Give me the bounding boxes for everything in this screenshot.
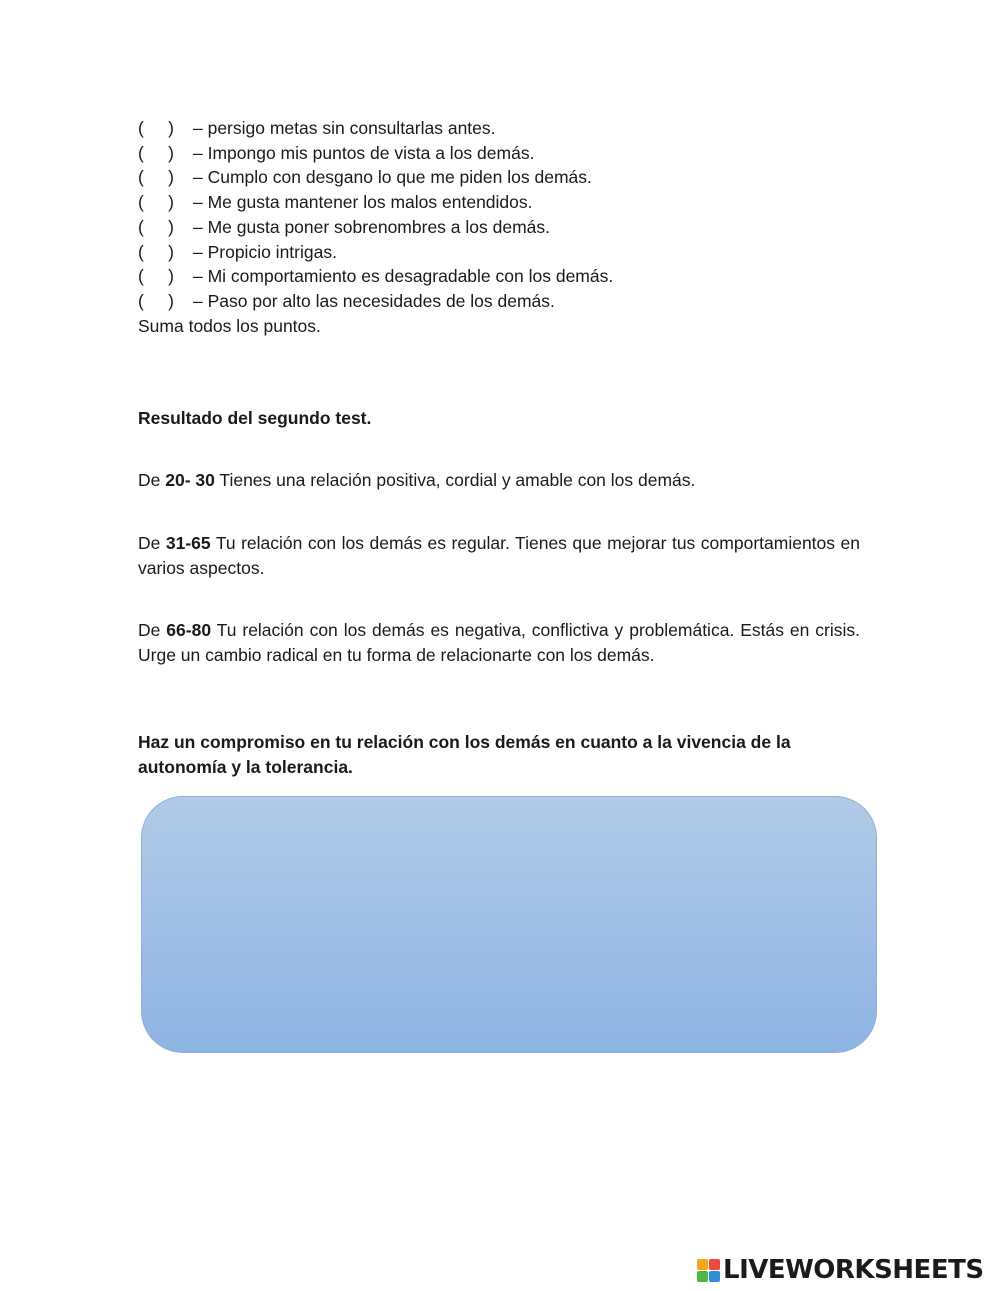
logo-mark-icon xyxy=(697,1259,720,1282)
result-paragraph xyxy=(138,531,860,580)
question-item xyxy=(138,190,860,215)
results-heading: Resultado del segundo test. xyxy=(138,408,372,428)
commitment-prompt: Haz un compromiso en tu relación con los demás en cuanto a la vivencia de la autonomía y la tolerancia. xyxy=(138,732,791,777)
logo-mark-square xyxy=(697,1259,708,1270)
answer-blank[interactable]: ( ) xyxy=(138,192,174,213)
result-prefix: De xyxy=(138,533,166,553)
question-item xyxy=(138,165,860,190)
result-prefix: De xyxy=(138,620,167,640)
question-item xyxy=(138,141,860,166)
result-paragraph xyxy=(138,618,860,667)
liveworksheets-logo xyxy=(697,1255,984,1285)
question-item xyxy=(138,240,860,265)
logo-mark-square xyxy=(697,1271,708,1282)
question-text: – Paso por alto las necesidades de los demás. xyxy=(193,290,555,311)
question-text: – Impongo mis puntos de vista a los demás. xyxy=(193,142,535,163)
logo-text: LIVEWORKSHEETS xyxy=(723,1255,984,1285)
logo-mark-square xyxy=(709,1271,720,1282)
answer-blank[interactable]: ( ) xyxy=(138,241,174,262)
result-text: Tu relación con los demás es regular. Tienes que mejorar tus comportamientos en varios aspectos. xyxy=(138,533,860,578)
answer-blank[interactable]: ( ) xyxy=(138,118,174,138)
logo-mark-square xyxy=(709,1259,720,1270)
answer-blank[interactable]: ( ) xyxy=(138,142,174,163)
result-text: Tu relación con los demás es negativa, conflictiva y problemática. Estás en crisis. Urge un cambio radical en tu forma de relacionarte con los demás. xyxy=(138,620,860,665)
answer-blank[interactable]: ( ) xyxy=(138,167,174,188)
question-item xyxy=(138,264,860,289)
result-prefix: De xyxy=(138,470,166,490)
question-item xyxy=(138,116,860,141)
question-text: – Cumplo con desgano lo que me piden los demás. xyxy=(193,167,592,188)
question-text: – persigo metas sin consultarlas antes. xyxy=(193,118,496,138)
result-range: 66-80 xyxy=(166,620,212,640)
question-text: – Propicio intrigas. xyxy=(193,241,337,262)
question-text: – Me gusta mantener los malos entendidos. xyxy=(193,192,533,213)
question-item xyxy=(138,215,860,240)
question-text: – Mi comportamiento es desagradable con los demás. xyxy=(193,266,614,287)
result-range: 20- 30 xyxy=(165,470,215,490)
answer-blank[interactable]: ( ) xyxy=(138,216,174,237)
question-text: – Me gusta poner sobrenombres a los demás. xyxy=(193,216,550,237)
answer-blank[interactable]: ( ) xyxy=(138,290,174,311)
sum-instruction: Suma todos los puntos. xyxy=(138,315,321,336)
result-text: Tienes una relación positiva, cordial y amable con los demás. xyxy=(214,470,696,490)
question-list xyxy=(138,116,860,338)
question-item xyxy=(138,289,860,314)
result-paragraph xyxy=(138,468,860,493)
answer-blank[interactable]: ( ) xyxy=(138,266,174,287)
result-range: 31-65 xyxy=(165,533,211,553)
commitment-answer-box[interactable] xyxy=(141,796,877,1053)
